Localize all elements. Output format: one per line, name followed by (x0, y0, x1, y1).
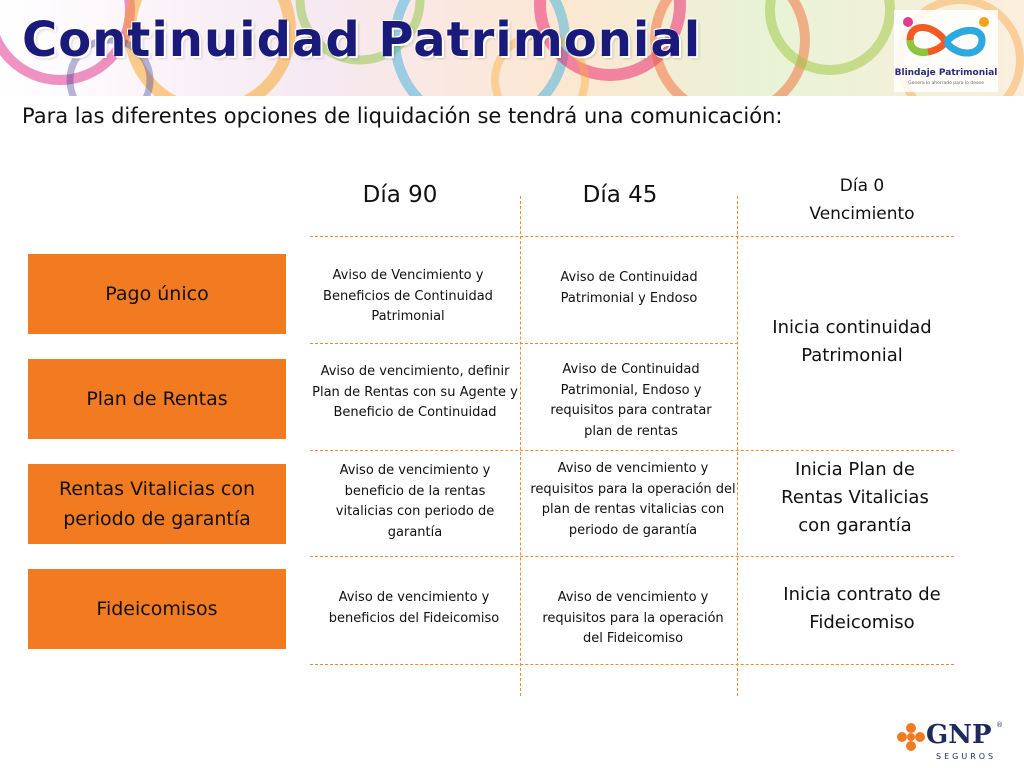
infinity-icon (894, 10, 998, 68)
logo-name: Blindaje Patrimonial (894, 68, 998, 78)
page-title: Continuidad Patrimonial (22, 12, 702, 68)
cell-day0-fideicomiso: Inicia contrato de Fideicomiso (783, 584, 941, 633)
grid-line (310, 343, 738, 344)
cell-day45-plan-de-rentas: Aviso de Continuidad Patrimonial, Endoso y requisitos para contratar plan de rentas (550, 362, 712, 439)
cell-day90-fideicomisos: Aviso de vencimiento y beneficios del Fideicomiso (328, 590, 500, 626)
grid-line (310, 450, 954, 451)
gnp-brand: GNP (926, 720, 992, 750)
cell-day90-plan-de-rentas: Aviso de vencimiento, definir Plan de Rentas con su Agente y Beneficio de Continuidad (312, 364, 518, 420)
vencimiento-label: Vencimiento (809, 204, 915, 224)
cell-day90-rentas-vitalicias: Aviso de vencimiento y beneficio de la rentas vitalicias con periodo de garantía (335, 463, 495, 540)
row-label-plan-de-rentas: Plan de Rentas (28, 359, 286, 439)
grid-line (520, 196, 521, 696)
row-label-rentas-vitalicias: Rentas Vitalicias con periodo de garantía (28, 464, 286, 544)
cell-day45-rentas-vitalicias: Aviso de vencimiento y requisitos para la operación del plan de rentas vitalicias con periodo de garantía (530, 461, 736, 538)
cell-day90-pago-unico: Aviso de Vencimiento y Beneficios de Continuidad Patrimonial (323, 268, 493, 324)
gnp-seguros: SEGUROS (936, 752, 997, 761)
column-header-day0 (772, 172, 952, 228)
header-banner (0, 0, 1024, 96)
grid-line (310, 236, 954, 237)
column-header-day45: Día 45 (582, 182, 658, 208)
cell-day45-pago-unico: Aviso de Continuidad Patrimonial y Endoso (560, 270, 698, 306)
grid-line (310, 556, 954, 557)
cell-day0-continuidad: Inicia continuidad Patrimonial (772, 317, 932, 366)
column-header-day90: Día 90 (362, 182, 438, 208)
row-label-pago-unico: Pago único (28, 254, 286, 334)
cell-day0-plan-rentas-vitalicias: Inicia Plan de Rentas Vitalicias con garantía (781, 459, 929, 536)
blindaje-logo (894, 10, 998, 92)
page-subtitle: Para las diferentes opciones de liquidación se tendrá una comunicación: (22, 104, 783, 128)
day0-label: Día 0 (839, 176, 885, 196)
row-label-fideicomisos: Fideicomisos (28, 569, 286, 649)
grid-line (310, 664, 954, 665)
logo-tagline: Genera lo ahorrado para lo desee (908, 81, 984, 86)
grid-line (737, 196, 738, 696)
gnp-logo (896, 718, 1006, 764)
gnp-flower-icon (896, 722, 926, 752)
gnp-registered: ® (996, 721, 1003, 729)
cell-day45-fideicomisos: Aviso de vencimiento y requisitos para la operación del Fideicomiso (542, 590, 724, 646)
